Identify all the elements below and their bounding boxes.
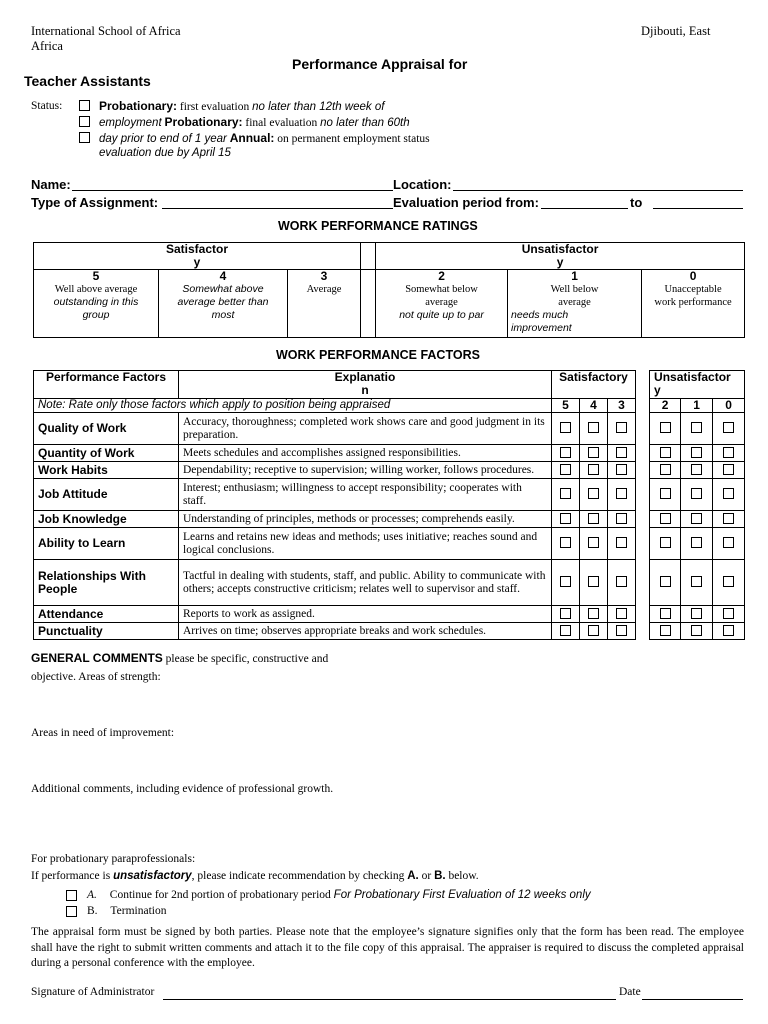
table-row [34, 462, 745, 479]
factor-explanation: Tactful in dealing with students, staff, and public. Ability to communicate with others; accepts constructive criticism; relates well to supervisor and staff. [179, 560, 552, 606]
option-a-italic: For Probationary First Evaluation of 12 weeks only [333, 889, 591, 901]
factor-name: Relationships With People [34, 560, 179, 606]
additional-comments-label: Additional comments, including evidence of professional growth. [31, 783, 334, 795]
table-row [34, 560, 745, 606]
rating-checkbox-4[interactable] [588, 422, 599, 433]
rating-checkbox-5[interactable] [560, 513, 571, 524]
rating-1-desc-2: average [558, 297, 591, 308]
probationary-instr-g: below. [448, 870, 479, 882]
table-row [34, 413, 745, 445]
status-option-3-line2: evaluation due by April 15 [99, 147, 231, 159]
period-from-label: Evaluation period from: [393, 195, 539, 210]
rating-4-desc-1: Somewhat above [182, 283, 264, 295]
status-probationary-final-checkbox[interactable] [79, 116, 90, 127]
table-row [34, 445, 745, 462]
form-title: Performance Appraisal for [292, 56, 468, 72]
factor-explanation: Reports to work as assigned. [179, 606, 552, 623]
ratings-unsatisfactory-l2: y [556, 255, 564, 269]
probationary-instr-a: If performance is [31, 870, 111, 882]
status-option-2-italic2: no later than 60th [320, 117, 410, 129]
signature-label: Signature of Administrator [31, 986, 155, 998]
rating-checkbox-4[interactable] [588, 608, 599, 619]
factor-name: Work Habits [34, 462, 179, 479]
date-field[interactable] [642, 999, 743, 1000]
status-label: Status: [31, 100, 63, 112]
rating-checkbox-3[interactable] [616, 576, 627, 587]
status-option-2-bold: Probationary: [164, 115, 243, 129]
rating-2-desc-3: not quite up to par [399, 309, 484, 321]
general-comments [31, 651, 328, 665]
option-a-text: Continue for 2nd portion of probationary period [109, 889, 331, 901]
form-subtitle: Teacher Assistants [24, 73, 151, 89]
table-row [34, 511, 745, 528]
option-a-checkbox[interactable] [66, 890, 77, 901]
option-b [87, 905, 166, 917]
ratings-satisfactory-header [34, 243, 361, 270]
option-a-letter: A. [87, 889, 97, 901]
col-explanation [179, 371, 552, 399]
rating-checkbox-0[interactable] [723, 625, 734, 636]
rating-checkbox-2[interactable] [660, 625, 671, 636]
rating-checkbox-3[interactable] [616, 513, 627, 524]
option-b-checkbox[interactable] [66, 906, 77, 917]
rating-checkbox-1[interactable] [691, 464, 702, 475]
rating-checkbox-0[interactable] [723, 464, 734, 475]
status-option-3 [99, 131, 430, 145]
rating-4-number: 4 [219, 269, 227, 283]
rating-checkbox-3[interactable] [616, 488, 627, 499]
rating-checkbox-4[interactable] [588, 464, 599, 475]
rating-5-desc-2: outstanding in this [53, 296, 139, 308]
rating-5-desc-3: group [82, 309, 110, 321]
factor-name: Punctuality [34, 623, 179, 640]
rating-checkbox-5[interactable] [560, 625, 571, 636]
rating-checkbox-2[interactable] [660, 422, 671, 433]
option-b-letter: B. [87, 905, 98, 917]
col-explanation-l2: n [361, 383, 369, 397]
rating-checkbox-1[interactable] [691, 625, 702, 636]
rating-checkbox-3[interactable] [616, 422, 627, 433]
areas-of-improvement-label: Areas in need of improvement: [31, 727, 175, 739]
assignment-field[interactable] [162, 208, 393, 209]
factor-explanation: Meets schedules and accomplishes assigned responsibilities. [179, 445, 552, 462]
signature-field[interactable] [163, 999, 616, 1000]
rating-checkbox-4[interactable] [588, 513, 599, 524]
location-label: Location: [393, 177, 452, 192]
rating-checkbox-0[interactable] [723, 447, 734, 458]
status-option-2 [99, 115, 410, 129]
rating-checkbox-2[interactable] [660, 488, 671, 499]
score-1-header: 1 [681, 399, 713, 413]
option-a [87, 889, 591, 901]
rating-checkbox-2[interactable] [660, 576, 671, 587]
rating-checkbox-2[interactable] [660, 464, 671, 475]
rating-1 [508, 270, 642, 338]
school-name-continued: Africa [31, 39, 63, 53]
rating-checkbox-2[interactable] [660, 447, 671, 458]
rating-checkbox-4[interactable] [588, 576, 599, 587]
rating-checkbox-5[interactable] [560, 576, 571, 587]
rating-checkbox-5[interactable] [560, 608, 571, 619]
rating-checkbox-5[interactable] [560, 447, 571, 458]
status-option-2-italic: employment [99, 117, 162, 129]
factors-title: WORK PERFORMANCE FACTORS [276, 348, 480, 362]
rating-checkbox-1[interactable] [691, 422, 702, 433]
col-explanation-l1: Explanatio [334, 370, 396, 384]
areas-of-strength-label: objective. Areas of strength: [31, 671, 161, 683]
rating-3-desc-1: Average [306, 284, 342, 295]
rating-1-desc-4: improvement [511, 322, 572, 334]
col-satisfactory: Satisfactory [552, 371, 636, 399]
col-unsatisfactory [650, 371, 745, 399]
rating-checkbox-1[interactable] [691, 537, 702, 548]
table-row [34, 479, 745, 511]
ratings-unsatisfactory-header [376, 243, 745, 270]
probationary-heading: For probationary paraprofessionals: [31, 853, 196, 865]
score-5-header: 5 [552, 399, 580, 413]
status-probationary-first-checkbox[interactable] [79, 100, 90, 111]
period-from-field[interactable] [541, 208, 628, 209]
factor-name: Job Attitude [34, 479, 179, 511]
score-0-header: 0 [713, 399, 745, 413]
school-name: International School of Africa [31, 24, 181, 38]
probationary-instr-c: , please indicate recommendation by checking [191, 870, 405, 882]
score-2-header: 2 [650, 399, 681, 413]
rating-checkbox-1[interactable] [691, 447, 702, 458]
factor-name: Quantity of Work [34, 445, 179, 462]
rating-checkbox-3[interactable] [616, 625, 627, 636]
rating-checkbox-0[interactable] [723, 513, 734, 524]
rating-checkbox-5[interactable] [560, 537, 571, 548]
name-field[interactable] [72, 190, 393, 191]
rating-checkbox-2[interactable] [660, 513, 671, 524]
rating-checkbox-1[interactable] [691, 488, 702, 499]
rating-checkbox-3[interactable] [616, 608, 627, 619]
period-to-field[interactable] [653, 208, 743, 209]
score-3-header: 3 [608, 399, 636, 413]
rating-2 [376, 270, 508, 338]
rating-0-desc-2: work performance [654, 297, 732, 308]
rating-5-desc-1: Well above average [54, 284, 138, 295]
ratings-unsatisfactory-l1: Unsatisfactor [521, 242, 599, 256]
assignment-label: Type of Assignment: [31, 195, 159, 210]
general-comments-instructions: please be specific, constructive and [165, 653, 329, 665]
rating-4-desc-2: average better than [177, 296, 269, 308]
factor-name: Quality of Work [34, 413, 179, 445]
rating-checkbox-2[interactable] [660, 537, 671, 548]
status-annual-checkbox[interactable] [79, 132, 90, 143]
status-option-1-bold: Probationary: [99, 99, 178, 113]
probationary-instr-b: unsatisfactory [113, 870, 192, 882]
probationary-instructions [31, 870, 479, 882]
rating-5-number: 5 [92, 269, 100, 283]
factor-name: Attendance [34, 606, 179, 623]
rating-0-desc-1: Unacceptable [664, 284, 722, 295]
rating-checkbox-0[interactable] [723, 537, 734, 548]
rating-checkbox-0[interactable] [723, 608, 734, 619]
rating-checkbox-3[interactable] [616, 537, 627, 548]
col-unsatisfactory-l1: Unsatisfactor [654, 370, 731, 384]
ratings-satisfactory-l2: y [193, 255, 201, 269]
rating-3 [288, 270, 361, 338]
factor-name: Ability to Learn [34, 528, 179, 560]
general-comments-heading: GENERAL COMMENTS [31, 651, 163, 665]
rating-4-desc-3: most [211, 309, 235, 321]
signature-notice: The appraisal form must be signed by both parties. Please note that the employee’s signature signifies only that the form has been read. The employee shall have the right to submit written comments and attach it to the file copy of this appraisal. The appraiser is required to discuss the completed appraisal during a personal conference with the employee. [31, 926, 744, 969]
status-option-3-bold: Annual: [229, 131, 275, 145]
location-field[interactable] [453, 190, 743, 191]
rating-0 [642, 270, 745, 338]
rating-checkbox-5[interactable] [560, 422, 571, 433]
probationary-instr-d: A. [407, 870, 419, 882]
rating-checkbox-3[interactable] [616, 464, 627, 475]
rating-checkbox-4[interactable] [588, 537, 599, 548]
probationary-instr-f: B. [434, 870, 446, 882]
rating-checkbox-4[interactable] [588, 625, 599, 636]
table-row [34, 623, 745, 640]
probationary-instr-e: or [421, 870, 432, 882]
period-to-label: to [630, 195, 643, 210]
rating-2-number: 2 [438, 269, 445, 283]
factor-name: Job Knowledge [34, 511, 179, 528]
status-option-3-text: on permanent employment status [277, 133, 430, 145]
factor-explanation: Arrives on time; observes appropriate breaks and work schedules. [179, 623, 552, 640]
rating-checkbox-1[interactable] [691, 513, 702, 524]
rating-1-number: 1 [571, 269, 578, 283]
status-option-3-italic: day prior to end of 1 year [99, 133, 227, 145]
rating-4 [159, 270, 288, 338]
rating-5 [34, 270, 159, 338]
status-option-1-italic: no later than 12th week of [252, 101, 385, 113]
col-performance-factors: Performance Factors [34, 371, 179, 399]
rating-0-number: 0 [689, 269, 697, 283]
school-location: Djibouti, East [641, 24, 711, 38]
col-unsatisfactory-l2: y [654, 383, 661, 397]
status-option-2-text: final evaluation [245, 117, 318, 129]
rating-checkbox-1[interactable] [691, 576, 702, 587]
table-row [34, 606, 745, 623]
date-label: Date [619, 986, 641, 998]
ratings-satisfactory-l1: Satisfactor [166, 242, 229, 256]
rating-checkbox-5[interactable] [560, 464, 571, 475]
factor-explanation: Accuracy, thoroughness; completed work shows care and good judgment in its preparation. [179, 413, 552, 445]
ratings-table [33, 242, 745, 338]
rating-2-desc-2: average [425, 297, 458, 308]
rating-checkbox-1[interactable] [691, 608, 702, 619]
ratings-title: WORK PERFORMANCE RATINGS [278, 219, 478, 233]
status-option-1-text: first evaluation [179, 101, 250, 113]
rating-checkbox-4[interactable] [588, 447, 599, 458]
factors-note: Note: Rate only those factors which apply to position being appraised [34, 399, 552, 413]
rating-checkbox-0[interactable] [723, 488, 734, 499]
factors-table [33, 370, 745, 640]
rating-checkbox-4[interactable] [588, 488, 599, 499]
name-label: Name: [31, 177, 71, 192]
table-row [34, 528, 745, 560]
rating-checkbox-0[interactable] [723, 576, 734, 587]
rating-checkbox-2[interactable] [660, 608, 671, 619]
factor-explanation: Learns and retains new ideas and methods; uses initiative; reaches sound and logical conclusions. [179, 528, 552, 560]
rating-1-desc-1: Well below [550, 284, 599, 295]
option-b-text: Termination [110, 905, 167, 917]
factor-explanation: Dependability; receptive to supervision; willing worker, follows procedures. [179, 462, 552, 479]
rating-3-number: 3 [320, 269, 328, 283]
rating-1-desc-3: needs much [511, 309, 569, 321]
score-4-header: 4 [580, 399, 608, 413]
status-option-1 [99, 99, 384, 113]
rating-2-desc-1: Somewhat below [405, 284, 478, 295]
factor-explanation: Interest; enthusiasm; willingness to accept responsibility; cooperates with staff. [179, 479, 552, 511]
factor-explanation: Understanding of principles, methods or processes; comprehends easily. [179, 511, 552, 528]
rating-checkbox-3[interactable] [616, 447, 627, 458]
rating-checkbox-5[interactable] [560, 488, 571, 499]
rating-checkbox-0[interactable] [723, 422, 734, 433]
